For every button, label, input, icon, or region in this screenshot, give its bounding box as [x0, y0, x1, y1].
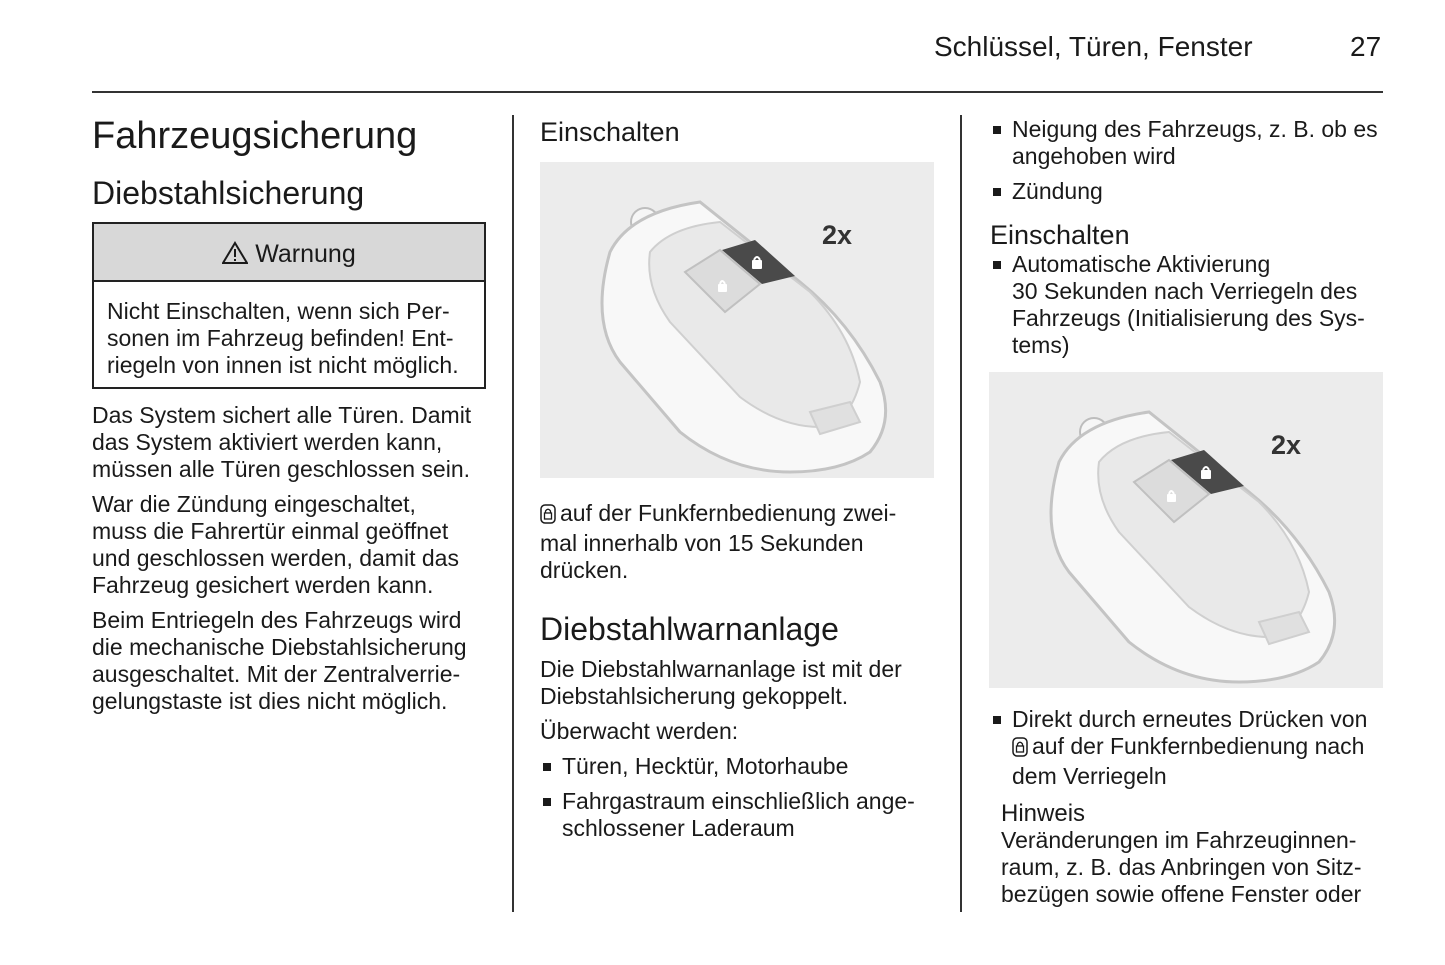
key-fob-illustration	[989, 372, 1383, 688]
column-divider-1	[512, 115, 514, 912]
note-label: Hinweis	[1001, 800, 1086, 827]
warning-text	[94, 282, 484, 379]
warning-line: Nicht Einschalten, wenn sich Per-	[107, 298, 450, 324]
header-divider	[92, 91, 1383, 93]
list-item: Zündung	[990, 178, 1390, 205]
warning-triangle-icon	[222, 240, 255, 268]
col1-body	[92, 402, 492, 715]
list-item: Direkt durch erneutes Drücken von auf der Funkfernbedienung nach dem Verriegeln	[990, 706, 1390, 790]
paragraph: Das System sichert alle Türen. Damit das System aktiviert werden kann, müssen alle Türen geschlossen sein.	[92, 402, 472, 482]
key-fob-icon	[989, 372, 1383, 688]
list-item: Fahrgastraum einschließlich ange- schlossener Laderaum	[540, 788, 940, 842]
lock-icon	[1012, 736, 1028, 763]
warning-box	[92, 222, 486, 389]
subheading-einschalten: Einschalten	[540, 117, 680, 147]
note-text: Veränderungen im Fahrzeuginnen- raum, z. B. das Anbringen von Sitz- bezügen sowie offene Fenster oder	[1001, 827, 1362, 907]
section-heading-diebstahlsicherung: Diebstahlsicherung	[92, 175, 365, 211]
warning-line: sonen im Fahrzeug befinden! Ent-	[107, 325, 454, 351]
list-item: Türen, Hecktür, Motorhaube	[540, 753, 940, 780]
note-block	[990, 800, 1390, 908]
monitored-label: Überwacht werden:	[540, 718, 739, 744]
paragraph: Die Diebstahlwarnanlage ist mit der Diebstahlsicherung gekoppelt.	[540, 656, 902, 709]
col3-top	[990, 116, 1390, 359]
list-item: Automatische Aktivierung 30 Sekunden nach Verriegeln des Fahrzeugs (Initialisierung des Sys- tems)	[990, 251, 1390, 359]
running-header-title: Schlüssel, Türen, Fenster	[934, 31, 1253, 62]
key-fob-illustration	[540, 162, 934, 478]
paragraph: Beim Entriegeln des Fahrzeugs wird die mechanische Diebstahlsicherung ausgeschaltet. Mit der Zentralverrie- gelungstaste ist dies nicht möglich.	[92, 607, 467, 714]
warning-header	[94, 224, 484, 282]
warning-label: Warnung	[255, 240, 356, 268]
lock-icon	[540, 503, 556, 530]
press-count-label: 2x	[1271, 430, 1302, 460]
key-fob-icon	[540, 162, 934, 478]
paragraph: War die Zündung eingeschaltet, muss die Fahrertür einmal geöffnet und geschlossen werden, damit das Fahrzeug gesichert werden kann.	[92, 491, 459, 598]
subheading-einschalten: Einschalten	[990, 220, 1130, 250]
warning-line: riegeln von innen ist nicht möglich.	[107, 352, 459, 378]
press-count-label: 2x	[822, 220, 853, 250]
column-divider-2	[960, 115, 962, 912]
page-number: 27	[1350, 31, 1382, 62]
section-heading-diebstahlwarnanlage: Diebstahlwarnanlage	[540, 611, 839, 647]
list-item: Neigung des Fahrzeugs, z. B. ob es angehoben wird	[990, 116, 1390, 170]
instruction-text: auf der Funkfernbedienung zwei- mal innerhalb von 15 Sekunden drücken.	[540, 500, 897, 583]
col2-body	[540, 656, 940, 842]
col3-bottom	[990, 706, 1390, 908]
chapter-heading: Fahrzeugsicherung	[92, 115, 418, 157]
